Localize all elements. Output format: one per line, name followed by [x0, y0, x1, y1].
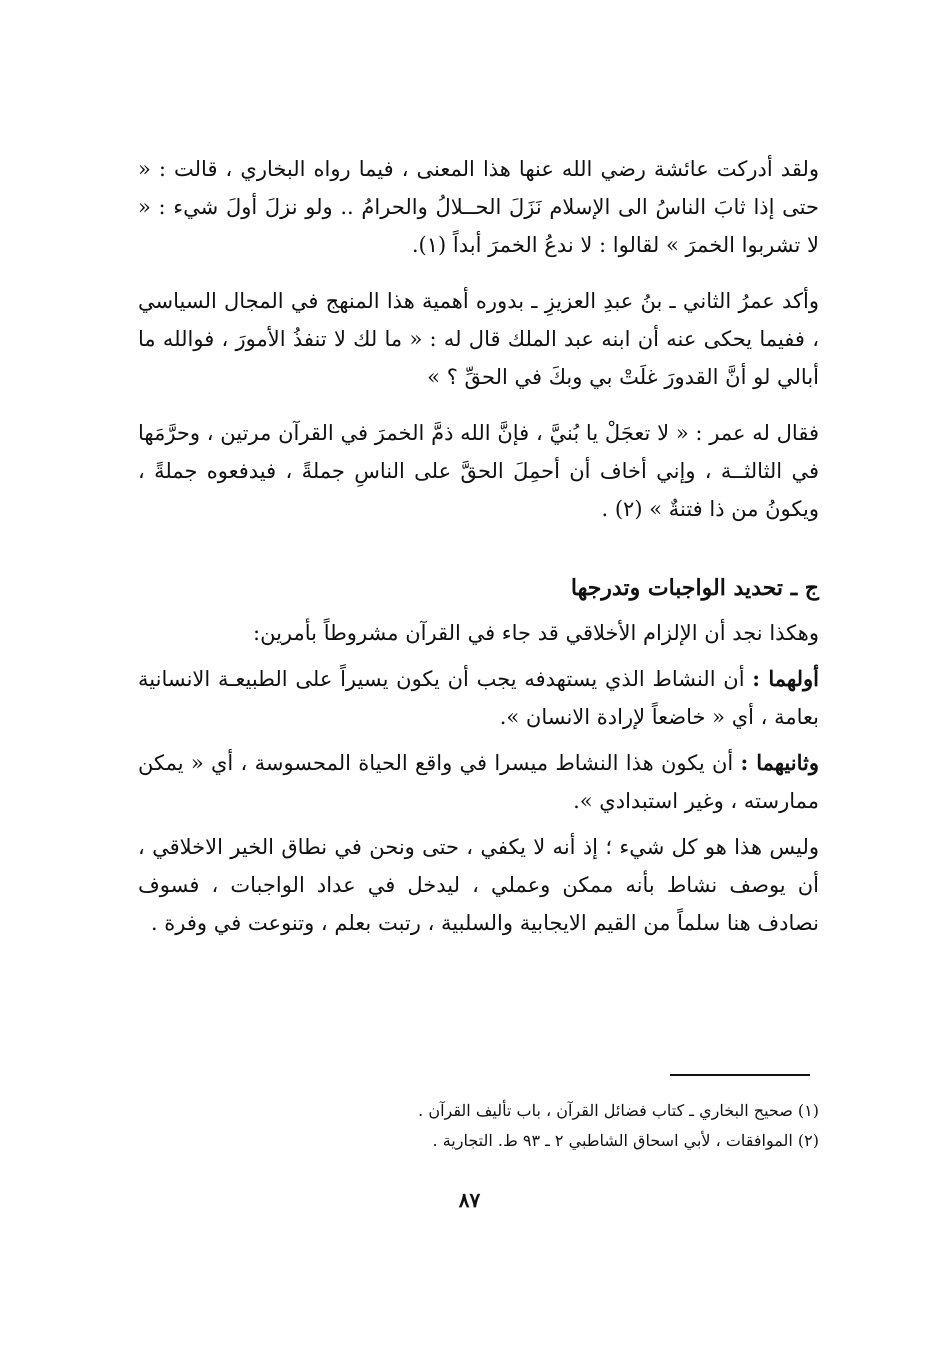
- second-condition-label: وثانيهما :: [740, 750, 819, 775]
- paragraph-umar-political: وأكد عمرُ الثاني ـ بنُ عبدِ العزيزِ ـ بدوره أهمية هذا المنهج في المجال السياسي ، ففيما يحكى عنه أن ابنه عبد الملك قال له : « ما لك لا تنفذُ الأمورَ ، فوالله ما أبالي لو أنَّ القدورَ غلَتْ بي وبكَ في الحقِّ ؟ »: [138, 289, 819, 389]
- paragraph-umar-reply: فقال له عمر : « لا تعجَلْ يا بُنيَّ ، فإنَّ الله ذمَّ الخمرَ في القرآن مرتين ، وحرَّمَها في الثالثــة ، وإني أخاف أن أحمِلَ الحقَّ على الناسِ جملةً ، فيدفعوه جملةً ، ويكونُ من ذا فتنةٌ » (٢) .: [138, 421, 819, 521]
- second-condition-text: أن يكون هذا النشاط ميسرا في واقع الحياة المحسوسة ، أي « يمكن ممارسته ، وغير استبدادي ».: [138, 751, 819, 813]
- main-text: [138, 150, 819, 960]
- paragraph-section-intro: وهكذا نجد أن الإلزام الأخلاقي قد جاء في القرآن مشروطاً بأمرين:: [253, 621, 819, 645]
- paragraph-closing: وليس هذا هو كل شيء ؛ إذ أنه لا يكفي ، حتى ونحن في نطاق الخير الاخلاقي ، أن يوصف نشاط بأنه ممكن وعملي ، ليدخل في عداد الواجبات ، فسوف نصادف هنا سلماً من القيم الايجابية والسلبية ، رتبت بعلم ، وتنوعت في وفرة .: [138, 835, 819, 935]
- paragraph-first-condition: [138, 660, 819, 736]
- first-condition-text: أن النشاط الذي يستهدفه يجب أن يكون يسيراً على الطبيعـة الانسانية بعامة ، أي « خاضعاً لإرادة الانسان ».: [138, 667, 819, 729]
- footnote-2: (٢) الموافقات ، لأبي اسحاق الشاطبي ٢ ـ ٩٣ ط. التجارية .: [432, 1131, 819, 1150]
- footnotes: [240, 1096, 819, 1156]
- page-number: ٨٧: [458, 1188, 481, 1212]
- footnote-divider: [670, 1074, 810, 1076]
- first-condition-label: أولهما :: [752, 666, 819, 691]
- paragraph-aisha-hadith: ولقد أدركت عائشة رضي الله عنها هذا المعنى ، فيما رواه البخاري ، قالت : « حتى إذا ثابَ الناسُ الى الإسلام نَزَلَ الحــلالُ والحرامُ .. ولو نزلَ أولَ شيء : « لا تشربوا الخمرَ » لقالوا : لا ندعُ الخمرَ أبداً (١).: [138, 157, 819, 257]
- footnote-1: (١) صحيح البخاري ـ كتاب فضائل القرآن ، باب تأليف القرآن .: [418, 1101, 819, 1120]
- section-heading: ج ـ تحديد الواجبات وتدرجها: [570, 575, 819, 601]
- paragraph-second-condition: [138, 744, 819, 820]
